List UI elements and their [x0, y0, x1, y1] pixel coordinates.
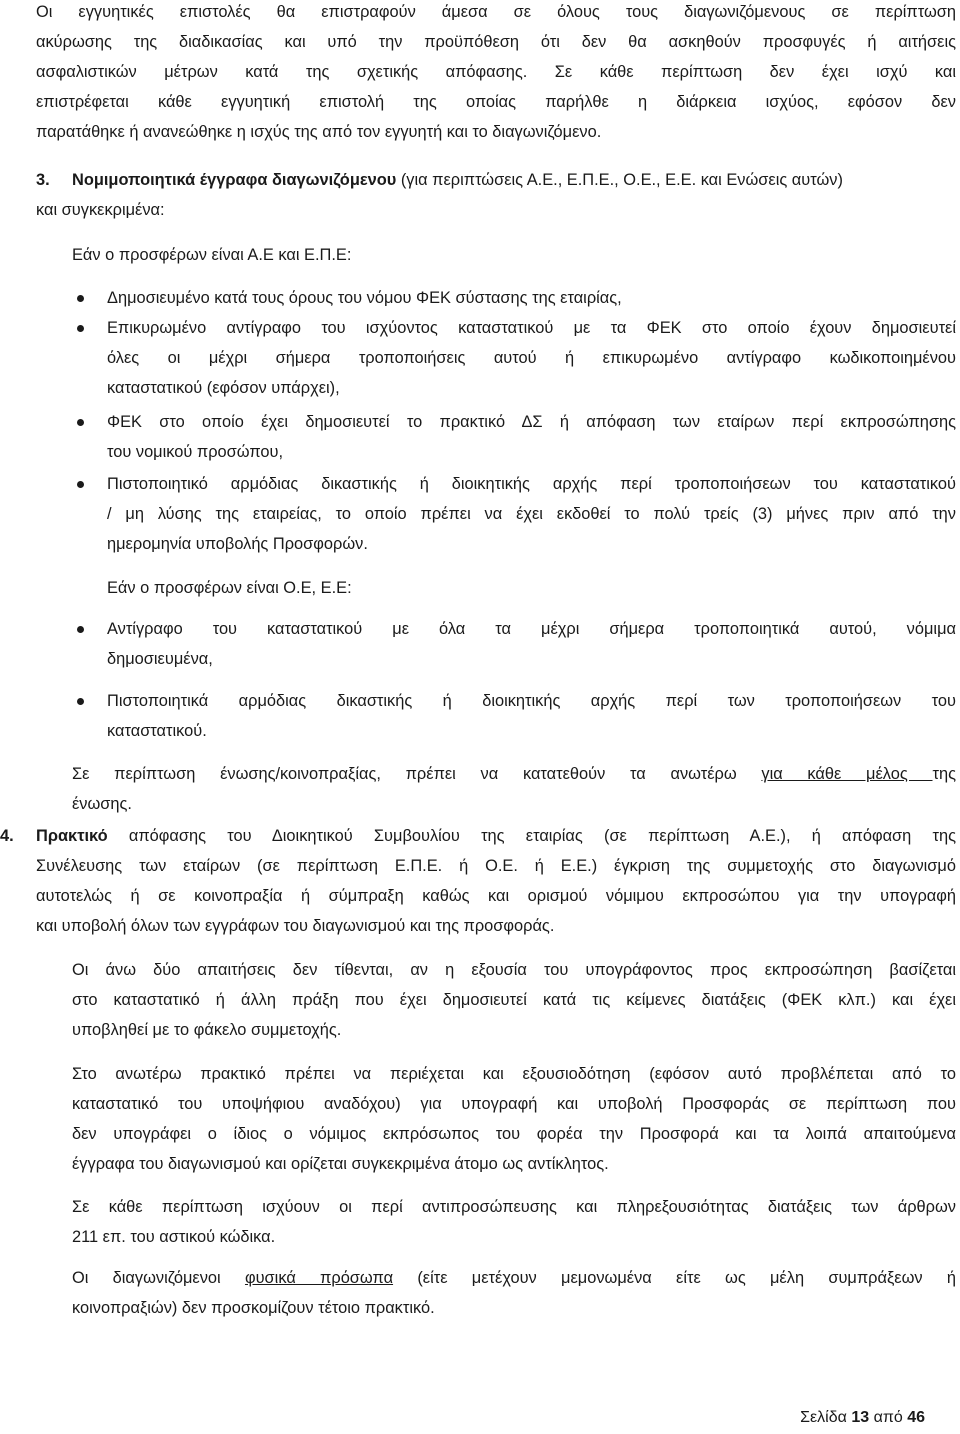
s4-para3-line: Σε κάθε περίπτωση ισχύουν οι περί αντιπροσώπευσης και πληρεξουσιότητας διατάξεις των άρθρων	[72, 1198, 956, 1216]
section-3-heading-bold: Νομιμοποιητικά έγγραφα διαγωνιζόμενου	[72, 171, 397, 189]
bullet-dot	[77, 481, 84, 488]
section-4-number: 4.	[0, 827, 14, 845]
footer-total-pages: 46	[907, 1409, 925, 1426]
s4-para4-text: Οι διαγωνιζόμενοι	[72, 1269, 245, 1287]
bullet-item-line: δημοσιευμένα,	[107, 650, 213, 668]
page-footer	[800, 1408, 925, 1428]
section-3-heading	[72, 166, 956, 196]
s4-para2-line: Στο ανωτέρω πρακτικό πρέπει να περιέχεται και εξουσιοδότηση (εφόσον αυτό προβλέπεται από το	[72, 1065, 956, 1083]
s4-para1-line: υποβληθεί με το φάκελο συμμετοχής.	[72, 1021, 342, 1039]
bullet-item-line: του νομικού προσώπου,	[107, 443, 284, 461]
union-line: ένωσης.	[72, 795, 132, 813]
bullet-item-line: ημερομηνία υποβολής Προσφορών.	[107, 535, 368, 553]
bullet-item: Δημοσιευμένο κατά τους όρους του νόμου ΦΕΚ σύστασης της εταιρίας,	[107, 289, 622, 307]
bullet-dot	[77, 419, 84, 426]
section-4-line: αυτοτελώς ή σε κοινοπραξία ή σύμπραξη καθώς και ορισμού νόμιμου εκπροσώπου για την υπογραφή	[36, 887, 956, 905]
intro-line: ασφαλιστικών μέτρων κατά της σχετικής απόφασης. Σε κάθε περίπτωση δεν έχει ισχύ και	[36, 63, 956, 81]
union-underlined: για κάθε μέλος	[761, 765, 933, 783]
bullet-dot	[77, 698, 84, 705]
section-4-line: Συνέλευσης των εταίρων (σε περίπτωση Ε.Π.Ε. ή Ο.Ε. ή Ε.Ε.) έγκριση της συμμετοχής στο διαγωνισμό	[36, 857, 956, 875]
intro-line: ακύρωσης της διαδικασίας και υπό την προϋπόθεση ότι δεν θα ασκηθούν προσφυγές ή αιτήσεις	[36, 33, 956, 51]
section-4-line	[36, 822, 956, 852]
footer-label: Σελίδα	[800, 1409, 852, 1426]
footer-of: από	[869, 1409, 908, 1426]
s4-para2-line: έγγραφα του διαγωνισμού και ορίζεται συγκεκριμένα άτομο ως αντίκλητος.	[72, 1155, 609, 1173]
bullet-item-line: Πιστοποιητικά αρμόδιας δικαστικής ή διοικητικής αρχής περί των τροποποιήσεων του	[107, 692, 956, 710]
ae-label: Εάν ο προσφέρων είναι Α.Ε και Ε.Π.Ε:	[72, 246, 352, 264]
s4-para2-line: δεν υπογράφει ο ίδιος ο νόμιμος εκπρόσωπος του φορέα την Προσφορά και τα λοιπά απαιτούμενα	[72, 1125, 956, 1143]
s4-para1-line: στο καταστατικό ή άλλη πράξη που έχει δημοσιευτεί κατά τις κείμενες διατάξεις (ΦΕΚ κλπ.) και έχει	[72, 991, 956, 1009]
bullet-dot	[77, 325, 84, 332]
oe-label: Εάν ο προσφέρων είναι Ο.Ε, Ε.Ε:	[107, 579, 352, 597]
bullet-item-line: / μη λύσης της εταιρείας, το οποίο πρέπει να έχει εκδοθεί το πολύ τρείς (3) μήνες πριν από την	[107, 505, 956, 523]
bullet-item-line: Επικυρωμένο αντίγραφο του ισχύοντος καταστατικού με τα ΦΕΚ στο οποίο έχουν δημοσιευτεί	[107, 319, 956, 337]
s4-para1-line: Οι άνω δύο απαιτήσεις δεν τίθενται, αν η εξουσία του υπογράφοντος προς εκπροσώπηση βασίζεται	[72, 961, 956, 979]
bullet-dot	[77, 626, 84, 633]
section-4-line: και υποβολή όλων των εγγράφων του διαγωνισμού και της προσφοράς.	[36, 917, 555, 935]
intro-line: παρατάθηκε ή ανανεώθηκε η ισχύς της από τον εγγυητή και το διαγωνιζόμενο.	[36, 123, 602, 141]
section-4-text: απόφασης του Διοικητικού Συμβουλίου της εταιρίας (σε περίπτωση Α.Ε.), ή απόφαση της	[107, 827, 956, 845]
s4-para3-line: 211 επ. του αστικού κώδικα.	[72, 1228, 276, 1246]
intro-line: επιστρέφεται κάθε εγγυητική επιστολή της οποίας παρήλθε η διάρκεια ισχύος, εφόσον δεν	[36, 93, 956, 111]
union-text: Σε περίπτωση ένωσης/κοινοπραξίας, πρέπει να κατατεθούν τα ανωτέρω	[72, 765, 762, 783]
bullet-item-line: καταστατικού.	[107, 722, 207, 740]
s4-para4-text-end: (είτε μετέχουν μεμονωμένα είτε ως μέλη συμπράξεων ή	[393, 1269, 956, 1287]
s4-para2-line: καταστατικό του υποψήφιου αναδόχου) για υπογραφή και υποβολή Προσφοράς σε περίπτωση που	[72, 1095, 956, 1113]
bullet-item-line: όλες οι μέχρι σήμερα τροποποιήσεις αυτού ή επικυρωμένο αντίγραφο κωδικοποιημένου	[107, 349, 956, 367]
union-text-end: της	[932, 765, 956, 783]
union-line	[72, 760, 956, 790]
bullet-dot	[77, 295, 84, 302]
bullet-item-line: Αντίγραφο του καταστατικού με όλα τα μέχρι σήμερα τροποποιητικά αυτού, νόμιμα	[107, 620, 956, 638]
bullet-item-line: Πιστοποιητικό αρμόδιας δικαστικής ή διοικητικής αρχής περί τροποποιήσεων του καταστατικού	[107, 475, 956, 493]
s4-para4-line	[72, 1264, 956, 1294]
section-3-heading-rest: (για περιπτώσεις Α.Ε., Ε.Π.Ε., Ο.Ε., Ε.Ε. και Ενώσεις αυτών)	[396, 171, 843, 189]
section-4-bold: Πρακτικό	[36, 827, 108, 845]
intro-line: Οι εγγυητικές επιστολές θα επιστραφούν άμεσα σε όλους τους διαγωνιζόμενους σε περίπτωση	[36, 3, 956, 21]
bullet-item-line: καταστατικού (εφόσον υπάρχει),	[107, 379, 340, 397]
section-3-number: 3.	[36, 171, 50, 189]
footer-page-number: 13	[851, 1409, 870, 1426]
s4-para4-line: κοινοπραξιών) δεν προσκομίζουν τέτοιο πρακτικό.	[72, 1299, 435, 1317]
s4-para4-underlined: φυσικά πρόσωπα	[244, 1269, 394, 1287]
bullet-item-line: ΦΕΚ στο οποίο έχει δημοσιευτεί το πρακτικό ΔΣ ή απόφαση των εταίρων περί εκπροσώπησης	[107, 413, 956, 431]
section-3-heading-line2: και συγκεκριμένα:	[36, 201, 165, 219]
